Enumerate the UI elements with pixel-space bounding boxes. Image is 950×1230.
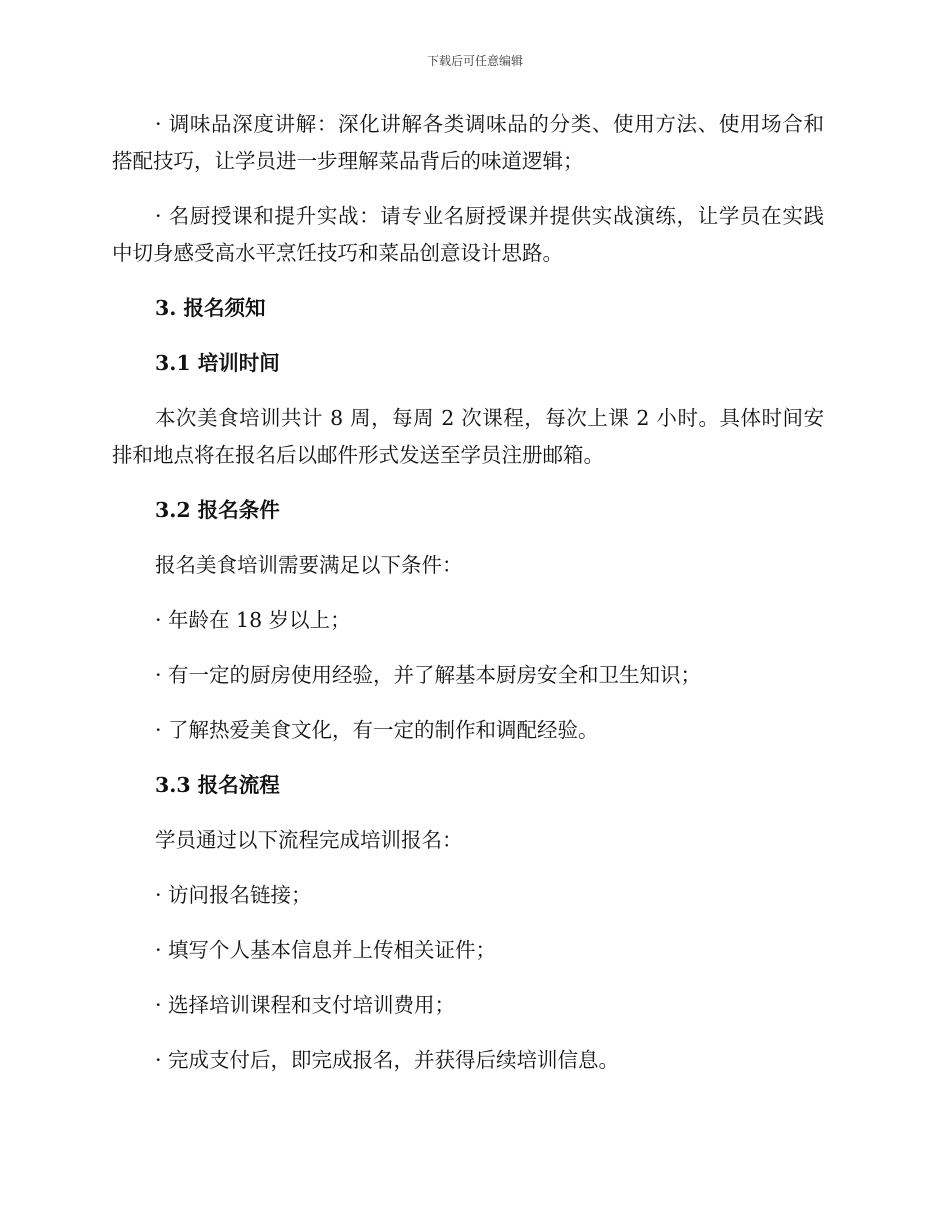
list-item-visit-link: · 访问报名链接； — [155, 883, 312, 907]
page-header: 下载后可任意编辑 — [426, 54, 523, 68]
list-item-select-course: · 选择培训课程和支付培训费用； — [155, 993, 456, 1017]
subsection-heading-requirements: 3.2 报名条件 — [155, 498, 280, 522]
subsection-heading-process: 3.3 报名流程 — [155, 773, 280, 797]
paragraph-process-intro: 学员通过以下流程完成培训报名： — [155, 828, 463, 852]
paragraph-seasoning-lecture: · 调味品深度讲解：深化讲解各类调味品的分类、使用方法、使用场合和搭配技巧，让学员进一步理解菜品背后的味道逻辑； — [112, 112, 824, 173]
list-item-age: · 年龄在 18 岁以上； — [155, 608, 351, 632]
paragraph-chef-lecture: · 名厨授课和提升实战：请专业名厨授课并提供实战演练，让学员在实践中切身感受高水平烹饪技巧和菜品创意设计思路。 — [112, 204, 824, 265]
list-item-fill-info: · 填写个人基本信息并上传相关证件； — [155, 938, 497, 962]
paragraph-training-time: 本次美食培训共计 8 周，每周 2 次课程，每次上课 2 小时。具体时间安排和地点将在报名后以邮件形式发送至学员注册邮箱。 — [112, 406, 824, 467]
list-item-kitchen-experience: · 有一定的厨房使用经验，并了解基本厨房安全和卫生知识； — [155, 663, 702, 687]
list-item-complete-payment: · 完成支付后，即完成报名，并获得后续培训信息。 — [155, 1048, 620, 1072]
paragraph-requirements-intro: 报名美食培训需要满足以下条件： — [155, 553, 463, 577]
document-body — [112, 106, 824, 1097]
list-item-food-culture: · 了解热爱美食文化，有一定的制作和调配经验。 — [155, 718, 599, 742]
section-heading-registration: 3. 报名须知 — [155, 296, 266, 320]
subsection-heading-training-time: 3.1 培训时间 — [155, 351, 280, 375]
